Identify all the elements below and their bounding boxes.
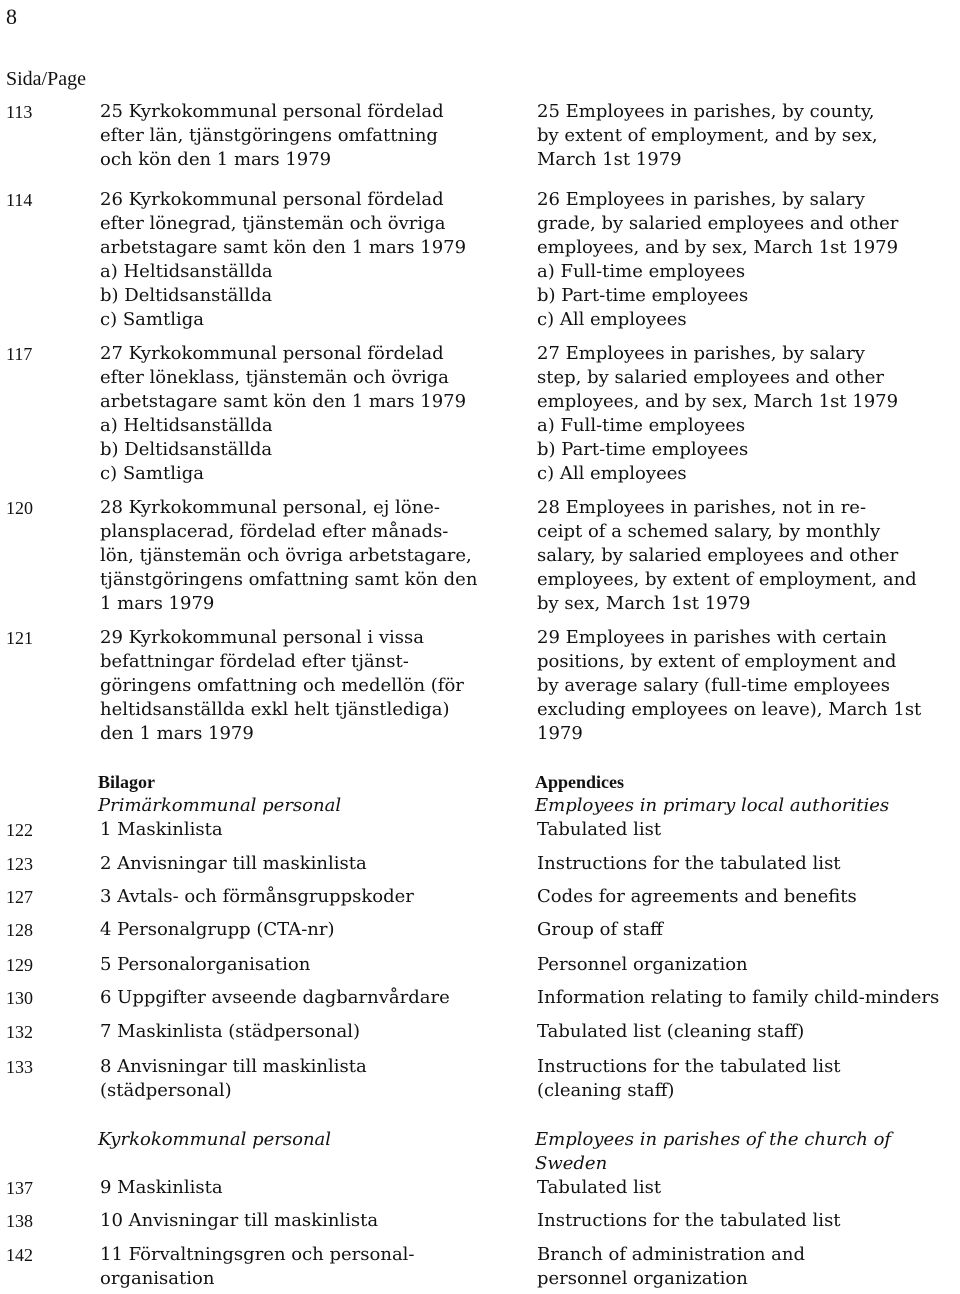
page-ref: 142	[6, 1245, 33, 1265]
page-ref: 129	[6, 955, 33, 975]
title-line: 28 Employees in parishes, not in re-	[537, 497, 867, 518]
title-line: c) All employees	[537, 309, 687, 330]
title-en	[537, 496, 960, 616]
title-line: tjänstgöringens omfattning samt kön den	[100, 569, 478, 590]
title-line: 27 Kyrkokommunal personal fördelad	[100, 343, 444, 364]
title-line: b) Deltidsanställda	[100, 439, 273, 460]
title-line: salary, by salaried employees and other	[537, 545, 899, 566]
group-heading-primary-sv: Primärkommunal personal	[98, 795, 342, 816]
title-line: b) Part-time employees	[537, 285, 749, 306]
title-line: employees, and by sex, March 1st 1979	[537, 391, 899, 412]
page-ref: 120	[6, 498, 33, 518]
title-line: b) Part-time employees	[537, 439, 749, 460]
title-line: employees, by extent of employment, and	[537, 569, 917, 590]
title-line: 1979	[537, 723, 583, 744]
title-line: Tabulated list (cleaning staff)	[537, 1021, 805, 1042]
title-line: Codes for agreements and benefits	[537, 886, 857, 907]
title-line: 26 Kyrkokommunal personal fördelad	[100, 189, 444, 210]
title-line: efter lönegrad, tjänstemän och övriga	[100, 213, 446, 234]
title-line: c) Samtliga	[100, 309, 204, 330]
title-line: lön, tjänstemän och övriga arbetstagare,	[100, 545, 472, 566]
page-ref: 123	[6, 854, 33, 874]
title-line: Instructions for the tabulated list	[537, 853, 841, 874]
page-ref: 132	[6, 1022, 33, 1042]
title-sv	[100, 626, 510, 746]
title-en	[537, 953, 960, 977]
title-line: a) Full-time employees	[537, 261, 746, 282]
title-line: 10 Anvisningar till maskinlista	[100, 1210, 379, 1231]
title-line: c) Samtliga	[100, 463, 204, 484]
title-en	[537, 1243, 960, 1291]
group-heading-parish-en	[535, 1128, 891, 1176]
title-line: 6 Uppgifter avseende dagbarnvårdare	[100, 987, 450, 1008]
page-ref: 130	[6, 988, 33, 1008]
appendix-heading-en: Appendices	[535, 772, 625, 792]
title-line: grade, by salaried employees and other	[537, 213, 899, 234]
title-en	[537, 818, 960, 842]
title-line: 27 Employees in parishes, by salary	[537, 343, 865, 364]
page-ref: 121	[6, 628, 33, 648]
title-line: 25 Employees in parishes, by county,	[537, 101, 875, 122]
title-sv	[100, 852, 510, 876]
title-line: step, by salaried employees and other	[537, 367, 884, 388]
page-number: 8	[6, 4, 17, 29]
title-line: 7 Maskinlista (städpersonal)	[100, 1021, 360, 1042]
title-line: 9 Maskinlista	[100, 1177, 223, 1198]
title-en	[537, 1176, 960, 1200]
title-line: b) Deltidsanställda	[100, 285, 273, 306]
page-ref: 133	[6, 1057, 33, 1077]
title-line: 25 Kyrkokommunal personal fördelad	[100, 101, 444, 122]
title-line: Tabulated list	[537, 819, 662, 840]
title-line: arbetstagare samt kön den 1 mars 1979	[100, 237, 467, 258]
title-line: employees, and by sex, March 1st 1979	[537, 237, 899, 258]
title-line: a) Heltidsanställda	[100, 415, 273, 436]
title-sv	[100, 1243, 510, 1291]
page-ref: 128	[6, 920, 33, 940]
title-sv	[100, 1020, 510, 1044]
title-sv	[100, 918, 510, 942]
page-ref: 113	[6, 102, 33, 122]
page-ref: 122	[6, 820, 33, 840]
page-ref: 117	[6, 344, 33, 364]
title-line: efter löneklass, tjänstemän och övriga	[100, 367, 449, 388]
title-line: 1 mars 1979	[100, 593, 215, 614]
title-line: Information relating to family child-minders	[537, 987, 940, 1008]
appendix-heading-sv: Bilagor	[98, 772, 155, 792]
title-sv	[100, 188, 510, 332]
title-line: 26 Employees in parishes, by salary	[537, 189, 865, 210]
title-line: 11 Förvaltningsgren och personal-	[100, 1244, 415, 1265]
title-line: by extent of employment, and by sex,	[537, 125, 878, 146]
title-line: organisation	[100, 1268, 215, 1289]
page-ref: 127	[6, 887, 33, 907]
title-line: Tabulated list	[537, 1177, 662, 1198]
title-en	[537, 1020, 960, 1044]
title-en	[537, 100, 960, 172]
title-line: excluding employees on leave), March 1st	[537, 699, 922, 720]
title-en	[537, 1055, 960, 1103]
group-heading-parish-sv: Kyrkokommunal personal	[98, 1129, 332, 1150]
title-line: Instructions for the tabulated list	[537, 1210, 841, 1231]
title-line: a) Full-time employees	[537, 415, 746, 436]
title-line: 29 Employees in parishes with certain	[537, 627, 887, 648]
title-sv	[100, 885, 510, 909]
title-sv	[100, 953, 510, 977]
title-line: a) Heltidsanställda	[100, 261, 273, 282]
title-line: efter län, tjänstgöringens omfattning	[100, 125, 438, 146]
page-ref: 114	[6, 190, 33, 210]
title-line: 2 Anvisningar till maskinlista	[100, 853, 367, 874]
title-sv	[100, 1176, 510, 1200]
title-line: 5 Personalorganisation	[100, 954, 311, 975]
title-line: den 1 mars 1979	[100, 723, 254, 744]
title-line: by sex, March 1st 1979	[537, 593, 751, 614]
title-sv	[100, 1055, 510, 1103]
title-line: positions, by extent of employment and	[537, 651, 897, 672]
title-line: c) All employees	[537, 463, 687, 484]
title-line: (städpersonal)	[100, 1080, 232, 1101]
title-line: och kön den 1 mars 1979	[100, 149, 332, 170]
title-line: 4 Personalgrupp (CTA-nr)	[100, 919, 335, 940]
title-line: 29 Kyrkokommunal personal i vissa	[100, 627, 424, 648]
title-line: March 1st 1979	[537, 149, 682, 170]
title-line: befattningar fördelad efter tjänst-	[100, 651, 409, 672]
title-sv	[100, 986, 510, 1010]
title-sv	[100, 1209, 510, 1233]
title-line: Branch of administration and	[537, 1244, 805, 1265]
title-line: Personnel organization	[537, 954, 748, 975]
group-heading-parish-en-line: Sweden	[535, 1153, 608, 1174]
title-line: 28 Kyrkokommunal personal, ej löne-	[100, 497, 440, 518]
title-en	[537, 852, 960, 876]
title-line: by average salary (full-time employees	[537, 675, 891, 696]
page-ref: 137	[6, 1178, 33, 1198]
title-line: arbetstagare samt kön den 1 mars 1979	[100, 391, 467, 412]
title-line: plansplacerad, fördelad efter månads-	[100, 521, 449, 542]
title-en	[537, 1209, 960, 1233]
title-sv	[100, 100, 510, 172]
column-header: Sida/Page	[6, 68, 86, 90]
title-line: heltidsanställda exkl helt tjänstlediga)	[100, 699, 450, 720]
title-line: 8 Anvisningar till maskinlista	[100, 1056, 367, 1077]
title-line: 1 Maskinlista	[100, 819, 223, 840]
title-sv	[100, 496, 510, 616]
title-en	[537, 188, 960, 332]
title-line: personnel organization	[537, 1268, 748, 1289]
title-sv	[100, 818, 510, 842]
title-en	[537, 986, 960, 1010]
title-en	[537, 918, 960, 942]
group-heading-primary-en: Employees in primary local authorities	[535, 795, 890, 816]
title-en	[537, 626, 960, 746]
title-line: (cleaning staff)	[537, 1080, 675, 1101]
title-en	[537, 342, 960, 486]
title-line: ceipt of a schemed salary, by monthly	[537, 521, 881, 542]
title-en	[537, 885, 960, 909]
title-sv	[100, 342, 510, 486]
title-line: göringens omfattning och medellön (för	[100, 675, 464, 696]
group-heading-parish-en-line: Employees in parishes of the church of	[535, 1129, 892, 1150]
title-line: Group of staff	[537, 919, 663, 940]
page-ref: 138	[6, 1211, 33, 1231]
title-line: Instructions for the tabulated list	[537, 1056, 841, 1077]
title-line: 3 Avtals- och förmånsgruppskoder	[100, 886, 414, 907]
